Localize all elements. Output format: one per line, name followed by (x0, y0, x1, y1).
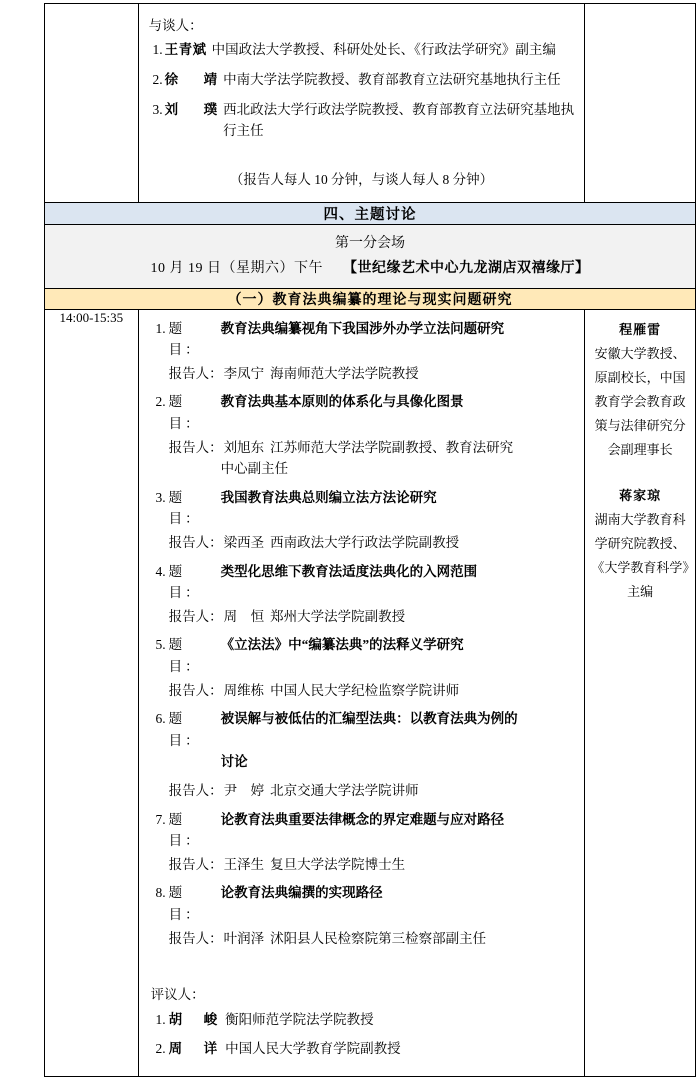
chair-name: 程雁雷 (619, 321, 662, 337)
program-cell (138, 309, 585, 1077)
speaker-name: 王泽生 (223, 856, 265, 872)
speaker-line (149, 680, 575, 702)
chair-entry (591, 318, 689, 462)
chair-affiliation: 湖南大学教育科学研究院教授、《大学教育科学》主编 (591, 512, 689, 600)
speaker-line (149, 363, 575, 385)
item-index: 2. (155, 394, 166, 410)
item-title: 我国教育法典总则编立法方法论研究 (220, 489, 437, 505)
list-item (149, 708, 575, 751)
speaker-line (149, 780, 575, 802)
table-row-section-banner (45, 202, 696, 224)
speaker-label: 报告人： (168, 608, 223, 624)
agenda-table (44, 3, 696, 1077)
table-row-topic-banner (45, 288, 696, 309)
session-venue: 【世纪缘艺术中心九龙湖店双禧缘厅】 (343, 260, 590, 276)
speaker-affiliation: 郑州大学法学院副教授 (270, 608, 406, 624)
person-affiliation: 中国政法大学教授、科研处处长、《行政法学研究》副主编 (211, 42, 556, 57)
chair-name: 蒋家琼 (619, 487, 662, 503)
speaker-info (224, 363, 575, 385)
list-item (147, 40, 577, 61)
person-name: 徐 靖 (164, 71, 224, 87)
list-index: 1. (152, 42, 163, 57)
item-index: 6. (155, 711, 166, 727)
item-index: 7. (155, 811, 166, 827)
right-cell-empty (585, 4, 696, 203)
chair-affiliation: 安徽大学教授、原副校长，中国教育学会教育政策与法律研究分会副理事长 (594, 345, 686, 457)
discussant-cell (138, 4, 585, 203)
speaker-label: 报告人： (168, 365, 223, 381)
timing-note: （报告人每人 10 分钟，与谈人每人 8 分钟） (229, 171, 494, 187)
speaker-label: 报告人： (168, 930, 223, 946)
speaker-name: 刘旭东 (223, 439, 265, 455)
list-index: 2. (155, 1040, 166, 1056)
list-item (149, 1009, 575, 1031)
document-page (0, 3, 700, 1056)
speaker-label: 报告人： (168, 782, 223, 798)
speaker-name: 尹 婷 (223, 782, 265, 798)
title-label: 题 目： (168, 394, 202, 432)
table-row-program (45, 309, 696, 1077)
time-cell (45, 309, 139, 1077)
speaker-affiliation: 西南政法大学行政法学院副教授 (270, 535, 460, 551)
session-date: 10 月 19 日（星期六）下午 (150, 260, 323, 276)
list-index: 3. (152, 101, 163, 117)
title-label: 题 目： (168, 320, 202, 358)
chair-entry (591, 484, 689, 604)
chair-cell (585, 309, 696, 1077)
speaker-affiliation: 海南师范大学法学院教授 (270, 365, 419, 381)
speaker-label: 报告人： (168, 535, 223, 551)
speaker-name: 李凤宁 (223, 365, 265, 381)
speaker-name: 叶润泽 (223, 930, 265, 946)
speaker-affiliation: 复旦大学法学院博士生 (270, 856, 406, 872)
person-name: 王青斌 (164, 42, 207, 57)
item-index: 3. (155, 489, 166, 505)
list-index: 1. (155, 1012, 166, 1028)
speaker-affiliation: 中国人民大学纪检监察学院讲师 (270, 682, 460, 698)
speaker-name: 周维栋 (223, 682, 265, 698)
list-item (149, 487, 575, 530)
list-item (149, 391, 575, 434)
speaker-line (149, 928, 575, 950)
speaker-affiliation: 北京交通大学法学院讲师 (270, 782, 419, 798)
speaker-info (224, 854, 575, 876)
table-row-discussants (45, 4, 696, 203)
list-item (149, 882, 575, 925)
person-name: 胡 峻 (168, 1012, 222, 1028)
speaker-info (224, 532, 575, 554)
item-index: 8. (155, 885, 166, 901)
person-affiliation: 衡阳师范学院法学院教授 (225, 1012, 374, 1028)
speaker-name: 梁西圣 (223, 535, 265, 551)
title-label: 题 目： (168, 563, 202, 601)
session-name: 第一分会场 (335, 235, 405, 251)
speaker-line (149, 532, 575, 554)
list-item (149, 634, 575, 677)
speaker-info (224, 928, 575, 950)
session-datetime-venue (45, 252, 695, 284)
title-label: 题 目： (168, 711, 202, 748)
title-label: 题 目： (168, 489, 202, 527)
person-affiliation: 中南大学法学院教授、教育部教育立法研究基地执行主任 (223, 71, 561, 87)
item-title: 教育法典基本原则的体系化与具像化图景 (220, 394, 464, 410)
discussant-label: 与谈人： (148, 18, 203, 33)
person-affiliation: 中国人民大学教育学院副教授 (225, 1040, 401, 1056)
session-header (45, 224, 696, 288)
person-affiliation: 西北政法大学行政法学院教授、教育部教育立法研究基地执行主任 (223, 101, 575, 138)
list-item (149, 561, 575, 604)
item-title-cont: 讨论 (220, 754, 248, 770)
item-title: 被误解与被低估的汇编型法典：以教育法典为例的 (220, 711, 518, 727)
speaker-info (224, 780, 575, 802)
list-item (147, 70, 577, 91)
list-item (149, 809, 575, 852)
title-label: 题 目： (168, 885, 202, 922)
item-index: 4. (155, 563, 166, 579)
list-item (149, 1038, 575, 1060)
item-title: 教育法典编纂视角下我国涉外办学立法问题研究 (220, 320, 505, 336)
item-index: 1. (155, 320, 166, 336)
speaker-label: 报告人： (168, 439, 223, 455)
list-item (149, 318, 575, 361)
section-banner: 四、主题讨论 (45, 202, 696, 224)
speaker-affiliation: 沭阳县人民检察院第三检察部副主任 (270, 930, 487, 946)
item-title: 论教育法典重要法律概念的界定难题与应对路径 (220, 811, 505, 827)
item-title: 类型化思维下教育法适度法典化的入网范围 (220, 563, 478, 579)
speaker-line (149, 437, 575, 459)
speaker-label: 报告人： (168, 682, 223, 698)
topic-banner (45, 288, 696, 309)
reviewer-label: 评议人： (150, 987, 205, 1003)
speaker-info (224, 606, 575, 628)
speaker-affiliation-cont: 中心副主任 (220, 461, 289, 477)
title-label: 题 目： (168, 811, 202, 849)
list-index: 2. (152, 71, 163, 87)
table-row-session-header (45, 224, 696, 288)
time-range: 14:00-15:35 (59, 309, 124, 325)
item-title: 《立法法》中“编纂法典”的法释义学研究 (220, 637, 464, 653)
speaker-label: 报告人： (168, 856, 223, 872)
person-name: 周 详 (168, 1040, 222, 1056)
speaker-line (149, 606, 575, 628)
person-name: 刘 璞 (164, 101, 224, 117)
speaker-name: 周 恒 (223, 608, 265, 624)
time-cell-empty (45, 4, 139, 203)
title-label: 题 目： (168, 637, 202, 674)
topic-banner-text: （一）教育法典编纂的理论与现实问题研究 (227, 292, 513, 308)
list-item (147, 100, 577, 142)
speaker-info (224, 437, 575, 459)
item-index: 5. (155, 637, 166, 653)
item-title: 论教育法典编撰的实现路径 (220, 885, 383, 901)
speaker-affiliation: 江苏师范大学法学院副教授、教育法研究 (270, 439, 514, 455)
speaker-info (224, 680, 575, 702)
speaker-line (149, 854, 575, 876)
spacer (591, 462, 689, 484)
